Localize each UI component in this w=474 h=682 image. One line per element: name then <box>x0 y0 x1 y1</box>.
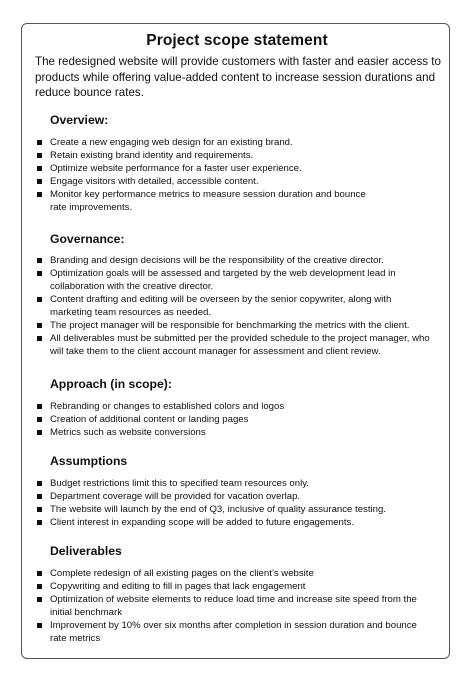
bullet-square-icon <box>37 430 42 435</box>
list-item <box>37 136 437 149</box>
bullet-square-icon <box>37 584 42 589</box>
approach-list <box>37 400 437 439</box>
list-item <box>37 503 437 516</box>
list-item-text: Optimization of website elements to reduce load time and increase site speed from the initial benchmark <box>50 594 417 618</box>
bullet-square-icon <box>37 323 42 328</box>
bullet-square-icon <box>37 140 42 145</box>
list-item-text: Rebranding or changes to established colors and logos <box>50 401 285 412</box>
bullet-square-icon <box>37 153 42 158</box>
bullet-square-icon <box>37 520 42 525</box>
overview-list <box>37 136 437 214</box>
list-item <box>37 516 437 529</box>
bullet-square-icon <box>37 179 42 184</box>
bullet-square-icon <box>37 597 42 602</box>
list-item <box>37 254 437 267</box>
list-item <box>37 477 437 490</box>
list-item <box>37 619 430 645</box>
list-item <box>37 267 428 293</box>
list-item-text: Client interest in expanding scope will be added to future engagements. <box>50 517 354 528</box>
list-item <box>37 490 437 503</box>
list-item-text: Retain existing brand identity and requirements. <box>50 150 254 161</box>
list-item <box>37 332 432 358</box>
list-item <box>37 188 380 214</box>
list-item <box>37 580 437 593</box>
assumptions-list <box>37 477 437 529</box>
assumptions-heading: Assumptions <box>50 454 128 468</box>
bullet-square-icon <box>37 481 42 486</box>
bullet-square-icon <box>37 571 42 576</box>
list-item <box>37 426 437 439</box>
page-title: Project scope statement <box>146 32 328 49</box>
list-item <box>37 162 437 175</box>
list-item-text: Budget restrictions limit this to specified team resources only. <box>50 478 309 489</box>
list-item-text: Improvement by 10% over six months after completion in session duration and bounce rate metrics <box>50 620 417 644</box>
list-item <box>37 293 428 319</box>
deliverables-list <box>37 567 437 645</box>
list-item-text: Branding and design decisions will be the responsibility of the creative director. <box>50 255 384 266</box>
bullet-square-icon <box>37 166 42 171</box>
list-item-text: Complete redesign of all existing pages on the client’s website <box>50 568 314 579</box>
bullet-square-icon <box>37 192 42 197</box>
bullet-square-icon <box>37 271 42 276</box>
list-item-text: The project manager will be responsible for benchmarking the metrics with the client. <box>50 320 410 331</box>
deliverables-heading: Deliverables <box>50 544 122 558</box>
approach-heading: Approach (in scope): <box>50 377 172 391</box>
list-item-text: Optimization goals will be assessed and targeted by the web development lead in collaboration with the creative director. <box>50 268 396 292</box>
list-item-text: Optimize website performance for a faster user experience. <box>50 163 302 174</box>
overview-heading: Overview: <box>50 113 109 127</box>
list-item-text: Metrics such as website conversions <box>50 427 206 438</box>
list-item <box>37 400 437 413</box>
list-item <box>37 175 437 188</box>
list-item-text: Engage visitors with detailed, accessible content. <box>50 176 259 187</box>
bullet-square-icon <box>37 507 42 512</box>
governance-list <box>37 254 437 358</box>
list-item <box>37 319 437 332</box>
list-item-text: Create a new engaging web design for an existing brand. <box>50 137 293 148</box>
bullet-square-icon <box>37 417 42 422</box>
bullet-square-icon <box>37 258 42 263</box>
list-item-text: Department coverage will be provided for vacation overlap. <box>50 491 301 502</box>
governance-heading: Governance: <box>50 232 125 246</box>
list-item <box>37 593 430 619</box>
list-item-text: Monitor key performance metrics to measure session duration and bounce rate improvements. <box>50 189 366 213</box>
bullet-square-icon <box>37 404 42 409</box>
list-item <box>37 413 437 426</box>
list-item-text: The website will launch by the end of Q3, inclusive of quality assurance testing. <box>50 504 386 515</box>
list-item <box>37 149 437 162</box>
list-item-text: All deliverables must be submitted per the provided schedule to the project manager, who will take them to the client account manager for assessment and client review. <box>50 333 430 357</box>
list-item-text: Creation of additional content or landing pages <box>50 414 249 425</box>
bullet-square-icon <box>37 494 42 499</box>
list-item-text: Content drafting and editing will be overseen by the senior copywriter, along with marketing team resources as needed. <box>50 294 392 318</box>
list-item-text: Copywriting and editing to fill in pages that lack engagement <box>50 581 306 592</box>
list-item <box>37 567 437 580</box>
intro-paragraph: The redesigned website will provide customers with faster and easier access to products while offering value-added content to increase session durations and reduce bounce rates. <box>35 55 441 99</box>
bullet-square-icon <box>37 297 42 302</box>
bullet-square-icon <box>37 623 42 628</box>
bullet-square-icon <box>37 336 42 341</box>
